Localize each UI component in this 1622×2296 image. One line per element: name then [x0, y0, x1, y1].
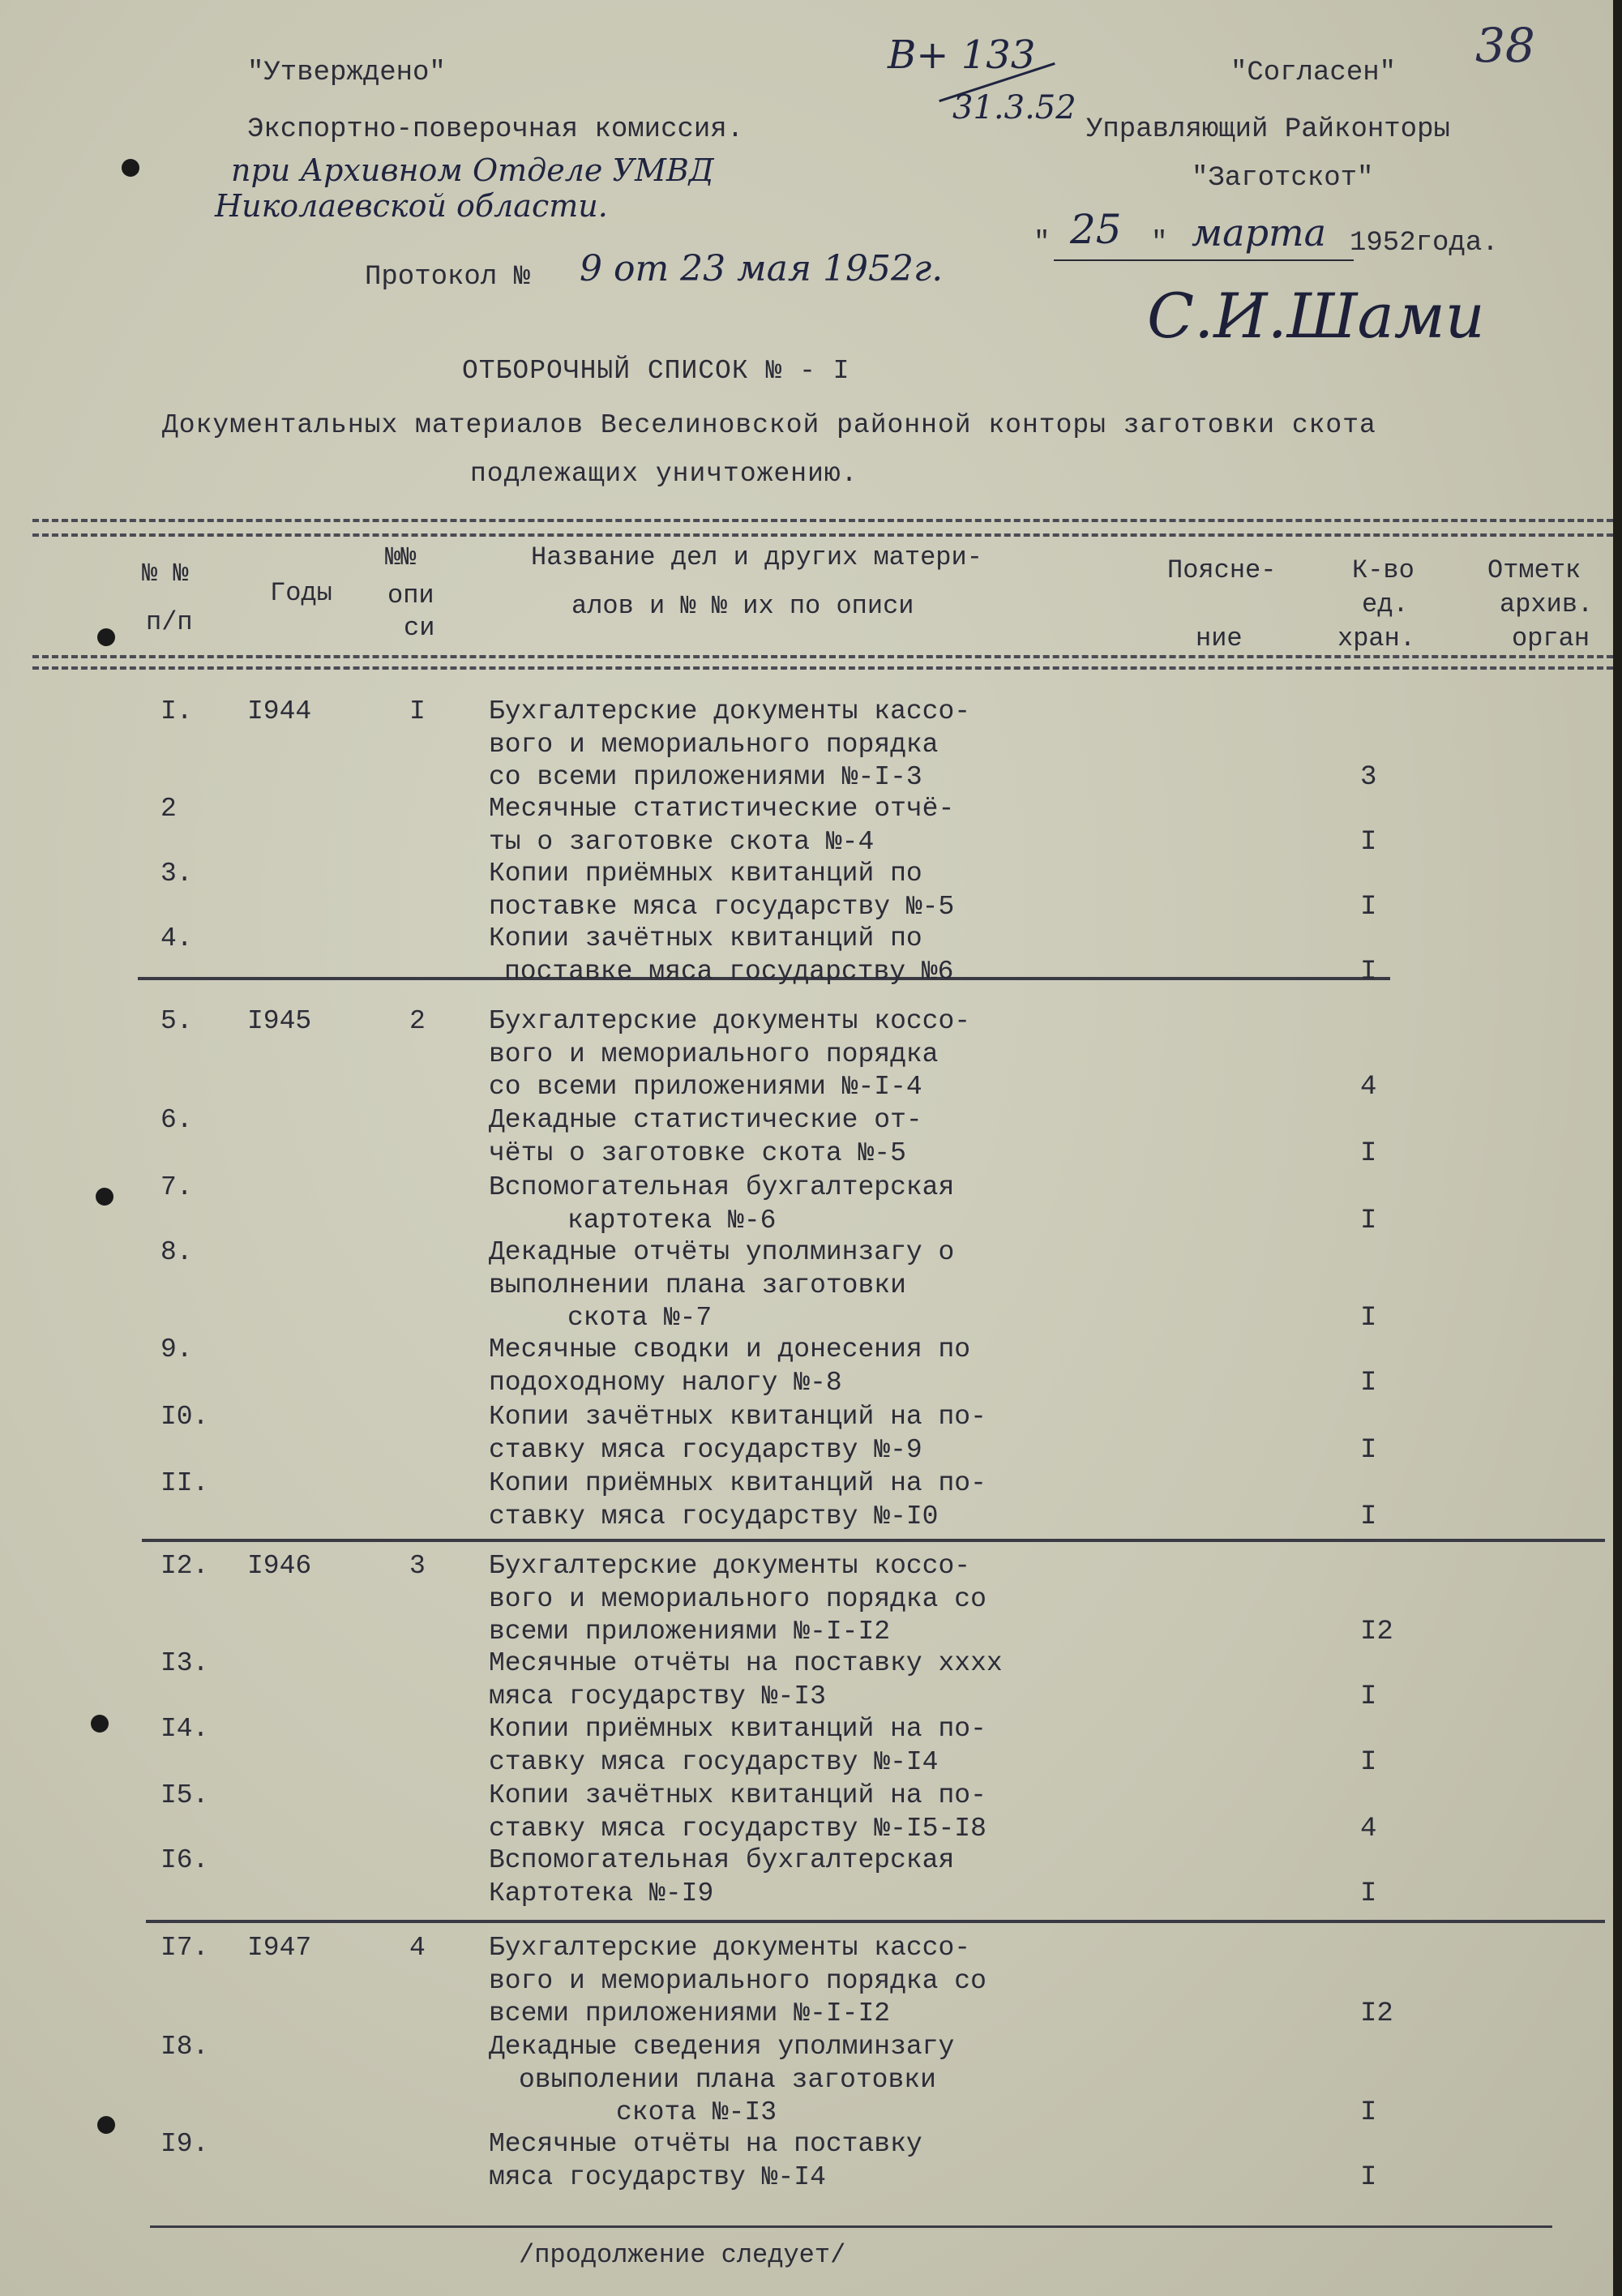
row-number: 3.	[160, 859, 193, 889]
punch-hole	[122, 159, 139, 177]
row-number: I8.	[160, 2032, 209, 2062]
row-year: I945	[247, 1006, 312, 1036]
row-quantity: I	[1360, 1303, 1377, 1334]
row-title-line: скота №-I3	[616, 2097, 777, 2127]
row-quantity: I	[1360, 1367, 1377, 1399]
list-subtitle-line2: подлежащих уничтожению.	[470, 459, 858, 489]
row-quantity: I2	[1360, 1998, 1393, 2029]
row-quantity: I	[1360, 891, 1377, 923]
signature: С.И.Шами	[1147, 280, 1485, 352]
row-title-line: картотека №-6	[567, 1205, 777, 1236]
row-title-line: Декадные статистические от-	[489, 1105, 922, 1135]
row-number: 2	[160, 794, 177, 824]
col-header-name: Название дел и других матери-	[531, 542, 982, 572]
row-number: I0.	[160, 1402, 209, 1432]
row-title-line: Картотека №-I9	[489, 1878, 714, 1908]
row-quantity: I	[1360, 2097, 1377, 2128]
protocol-label: Протокол №	[365, 262, 531, 293]
col-header-quantity-2: ед.	[1362, 589, 1409, 619]
row-title-line: Копии приёмных квитанций по	[489, 859, 922, 889]
row-title-line: со всеми приложениями №-I-3	[489, 762, 922, 792]
row-quantity: I	[1360, 956, 1377, 987]
row-inventory: 2	[409, 1006, 426, 1036]
row-quantity: I	[1360, 2161, 1377, 2193]
table-header-bottom-rule	[32, 655, 1613, 658]
agreed-title: "Согласен"	[1230, 58, 1397, 88]
list-subtitle-line1: Документальных материалов Веселиновской районной конторы заготовки скота	[162, 410, 1376, 440]
row-number: I9.	[160, 2129, 209, 2159]
commission-name: Экспортно-поверочная комиссия.	[247, 114, 744, 145]
row-title-line: Месячные отчёты на поставку	[489, 2129, 922, 2159]
row-title-line: ставку мяса государству №-I4	[489, 1746, 939, 1777]
col-header-number: № №	[142, 559, 189, 589]
row-title-line: чёты о заготовке скота №-5	[489, 1137, 906, 1168]
col-header-inventory-2: опи	[387, 580, 434, 610]
row-number: 6.	[160, 1105, 193, 1135]
row-title-line: Копии зачётных квитанций на по-	[489, 1780, 986, 1810]
row-quantity: 4	[1360, 1813, 1377, 1844]
col-header-archive-mark-2: архив.	[1500, 589, 1594, 619]
row-number: I4.	[160, 1714, 209, 1744]
row-title-line: Бухгалтерские документы кассо-	[489, 1933, 971, 1963]
row-title-line: мяса государству №-I4	[489, 2161, 826, 2192]
registry-mark-top: В+ 133	[888, 32, 1036, 78]
row-title-line: мяса государству №-I3	[489, 1681, 826, 1711]
col-header-number-2: п/п	[146, 607, 193, 637]
row-inventory: I	[409, 696, 426, 726]
row-title-line: со всеми приложениями №-I-4	[489, 1072, 922, 1102]
row-number: I3.	[160, 1648, 209, 1678]
row-quantity: 4	[1360, 1072, 1377, 1103]
date-year: 1952года.	[1350, 228, 1499, 259]
commission-handwritten-line1: при Архивном Отделе УМВД	[231, 152, 714, 188]
row-title-line: вого и мемориального порядка	[489, 729, 939, 760]
row-title-line: поставке мяса государству №-5	[489, 891, 955, 922]
row-quantity: I	[1360, 1501, 1377, 1532]
row-quantity: I	[1360, 1681, 1377, 1712]
table-header-bottom-rule-2	[32, 666, 1613, 670]
row-title-line: поставке мяса государству №6	[504, 956, 954, 987]
row-quantity: I	[1360, 1878, 1377, 1909]
row-number: I6.	[160, 1845, 209, 1875]
row-title-line: Бухгалтерские документы коссо-	[489, 1551, 971, 1581]
col-header-note-2: ние	[1196, 623, 1243, 653]
row-quantity: I2	[1360, 1617, 1393, 1647]
continuation-note: /продолжение следует/	[519, 2240, 846, 2270]
row-year: I947	[247, 1933, 312, 1963]
section-rule-1947	[146, 1920, 1605, 1923]
col-header-years: Годы	[270, 578, 332, 608]
registry-mark-bottom: 31.3.52	[952, 89, 1076, 126]
row-year: I946	[247, 1551, 312, 1581]
approved-title: "Утверждено"	[247, 58, 446, 88]
organization-name: "Заготскот"	[1192, 163, 1374, 194]
commission-handwritten-line2: Николаевской области.	[215, 188, 608, 224]
col-header-archive-mark-3: орган	[1512, 623, 1590, 653]
row-title-line: ставку мяса государству №-I0	[489, 1501, 939, 1531]
row-quantity: I	[1360, 826, 1377, 858]
row-title-line: подоходному налогу №-8	[489, 1367, 842, 1398]
row-number: I2.	[160, 1551, 209, 1581]
punch-hole	[91, 1715, 109, 1733]
row-quantity: I	[1360, 1434, 1377, 1466]
row-title-line: Вспомогательная бухгалтерская	[489, 1845, 955, 1875]
row-title-line: Бухгалтерские документы кассо-	[489, 696, 971, 726]
punch-hole	[97, 2116, 115, 2134]
row-title-line: Копии приёмных квитанций на по-	[489, 1714, 986, 1744]
col-header-quantity: К-во	[1352, 555, 1414, 585]
col-header-inventory: №№	[385, 542, 417, 572]
row-title-line: Бухгалтерские документы коссо-	[489, 1006, 971, 1036]
row-number: I7.	[160, 1933, 209, 1963]
col-header-name-2: алов и № № их по описи	[571, 591, 914, 621]
row-quantity: I	[1360, 1205, 1377, 1236]
row-title-line: вого и мемориального порядка	[489, 1039, 939, 1069]
table-top-rule	[32, 519, 1613, 522]
row-title-line: выполнении плана заготовки	[489, 1270, 906, 1300]
row-title-line: Декадные отчёты уполминзагу о	[489, 1237, 955, 1267]
col-header-archive-mark: Отметк	[1487, 555, 1581, 585]
protocol-handwritten: 9 от 23 мая 1952г.	[580, 248, 944, 289]
row-title-line: Месячные сводки и донесения по	[489, 1334, 971, 1364]
col-header-quantity-3: хран.	[1337, 623, 1416, 653]
row-title-line: ты о заготовке скота №-4	[489, 826, 875, 857]
row-title-line: Копии приёмных квитанций на по-	[489, 1468, 986, 1498]
row-number: I5.	[160, 1780, 209, 1810]
row-inventory: 4	[409, 1933, 426, 1963]
row-quantity: I	[1360, 1137, 1377, 1169]
row-number: 7.	[160, 1172, 193, 1202]
date-day: 25	[1070, 206, 1122, 253]
date-quote-close: "	[1151, 228, 1168, 259]
date-month: марта	[1192, 211, 1327, 255]
row-number: 9.	[160, 1334, 193, 1364]
section-rule-1946	[142, 1539, 1605, 1542]
row-title-line: Месячные статистические отчё-	[489, 794, 955, 824]
row-number: 5.	[160, 1006, 193, 1036]
row-title-line: Копии зачётных квитанций на по-	[489, 1402, 986, 1432]
row-title-line: вого и мемориального порядка со	[489, 1583, 986, 1614]
row-number: 4.	[160, 923, 193, 953]
punch-hole	[97, 628, 115, 646]
row-title-line: Вспомогательная бухгалтерская	[489, 1172, 955, 1202]
col-header-note: Поясне-	[1167, 555, 1277, 585]
row-title-line: Месячные отчёты на поставку xxxx	[489, 1648, 1003, 1678]
row-title-line: всеми приложениями №-I-I2	[489, 1617, 891, 1647]
row-title-line: Декадные сведения уполминзагу	[489, 2032, 955, 2062]
row-number: I.	[160, 696, 193, 726]
date-underline	[1054, 259, 1354, 261]
row-title-line: Копии зачётных квитанций по	[489, 923, 922, 953]
row-inventory: 3	[409, 1551, 426, 1581]
col-header-inventory-3: си	[404, 613, 435, 643]
row-title-line: ставку мяса государству №-9	[489, 1434, 922, 1465]
row-title-line: всеми приложениями №-I-I2	[489, 1998, 891, 2028]
list-title: ОТБОРОЧНЫЙ СПИСОК № - I	[462, 356, 850, 386]
row-year: I944	[247, 696, 312, 726]
row-title-line: вого и мемориального порядка со	[489, 1965, 986, 1996]
date-quote-open: "	[1034, 228, 1051, 259]
section-rule-end	[150, 2225, 1552, 2228]
row-number: II.	[160, 1468, 209, 1498]
table-top-rule-2	[32, 533, 1613, 537]
page-number: 38	[1475, 18, 1535, 73]
row-quantity: 3	[1360, 762, 1377, 793]
row-number: 8.	[160, 1237, 193, 1267]
row-title-line: овыполении плана заготовки	[519, 2064, 936, 2095]
row-title-line: ставку мяса государству №-I5-I8	[489, 1813, 986, 1844]
row-title-line: скота №-7	[567, 1303, 713, 1333]
manager-title: Управляющий Райконторы	[1086, 114, 1450, 145]
punch-hole	[96, 1188, 113, 1206]
row-quantity: I	[1360, 1746, 1377, 1778]
